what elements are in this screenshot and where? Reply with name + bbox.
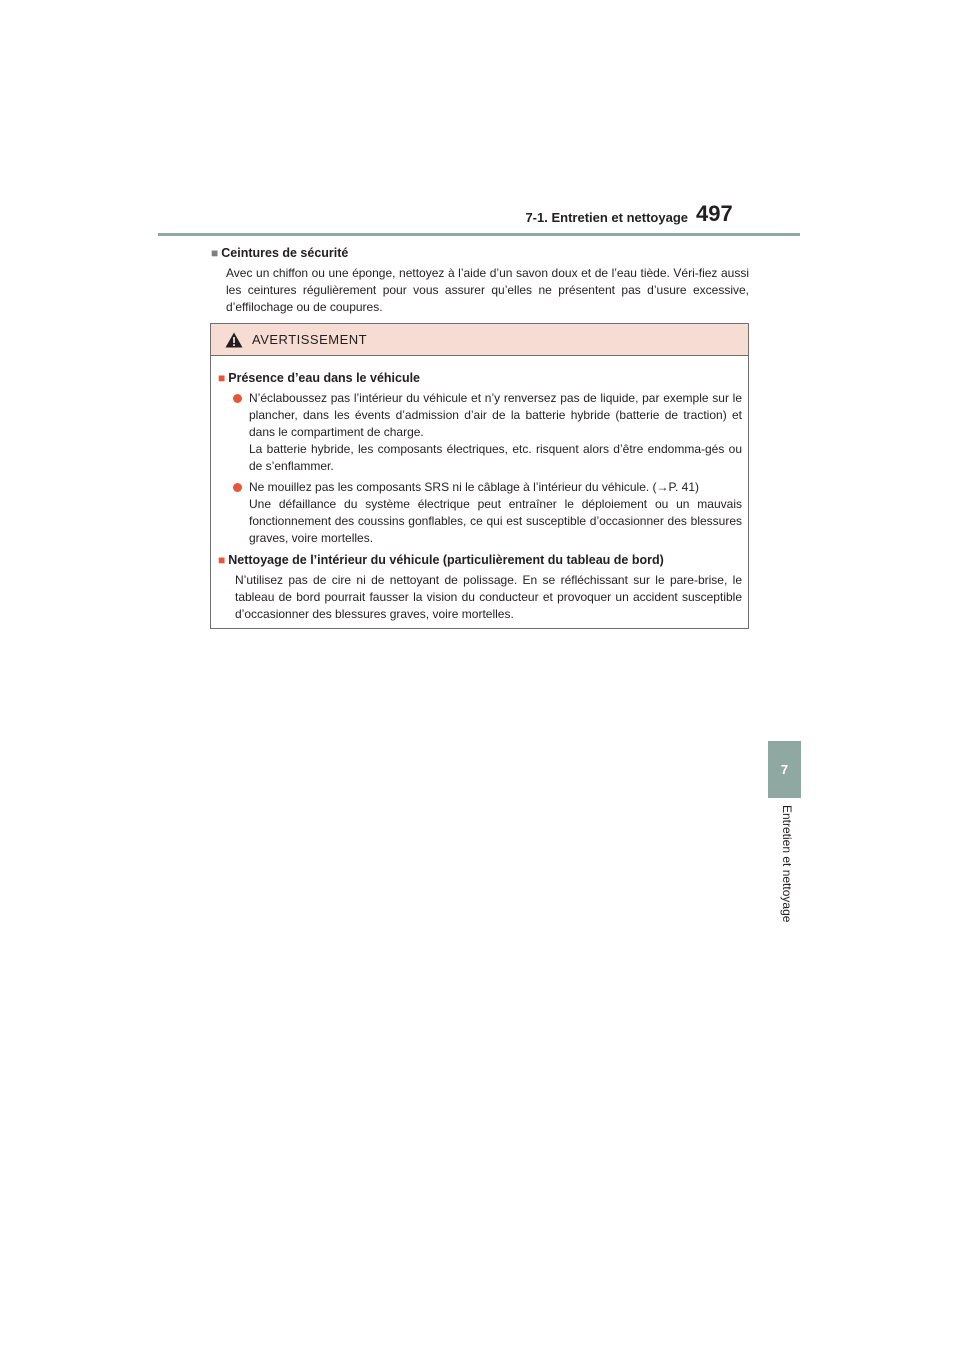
- seatbelt-section: [211, 244, 749, 316]
- warning-title: AVERTISSEMENT: [252, 332, 368, 347]
- warning-content: [211, 356, 748, 623]
- warning-bullet: [218, 390, 742, 475]
- warning-item-body: N’utilisez pas de cire ni de nettoyant de polissage. En se réfléchissant sur le pare-brise, le tableau de bord pourrait fausser la vision du conducteur et provoquer un accident susceptible d’occasionner des blessures graves, voire mortelles.: [235, 573, 742, 621]
- header-divider: [158, 233, 800, 236]
- square-bullet-icon: ■: [211, 246, 219, 260]
- page-number: 497: [696, 201, 733, 226]
- circle-bullet-icon: [233, 483, 242, 492]
- section-body: Avec un chiffon ou une éponge, nettoyez à l’aide d’un savon doux et de l’eau tiède. Véri-fiez aussi les ceintures régulièrement pour vous assurer qu’elles ne présentent pas d’usure excessive, d’effilochage ou de coupures.: [226, 266, 749, 314]
- bullet-consequence: Une défaillance du système électrique peut entraîner le déploiement ou un mauvais fonctionnement des coussins gonflables, ce qui est susceptible d’occasionner des blessures graves, voire mortelles.: [249, 497, 742, 545]
- chapter-tab-label: Entretien et nettoyage: [780, 805, 794, 923]
- bullet-consequence: La batterie hybride, les composants électriques, etc. risquent alors d’être endomma-gés ou de s’enflammer.: [249, 442, 742, 473]
- warning-item-heading: [218, 369, 742, 387]
- warning-item-heading-text: Présence d’eau dans le véhicule: [228, 371, 421, 385]
- chapter-header-title: 7-1. Entretien et nettoyage: [525, 210, 688, 225]
- circle-bullet-icon: [233, 394, 242, 403]
- warning-box: [210, 323, 749, 629]
- square-bullet-icon: ■: [218, 553, 226, 567]
- chapter-tab[interactable]: [768, 741, 801, 798]
- warning-triangle-icon: [225, 332, 243, 348]
- warning-item-heading: [218, 551, 742, 569]
- warning-header: [211, 324, 748, 356]
- warning-item-heading-text: Nettoyage de l’intérieur du véhicule (particulièrement du tableau de bord): [228, 553, 664, 567]
- bullet-text: N’éclaboussez pas l’intérieur du véhicule et n’y renversez pas de liquide, par exemple sur le plancher, dans les évents d’admission d’air de la batterie hybride (batterie de traction) et dans le compartiment de charge.: [249, 391, 742, 439]
- section-heading-text: Ceintures de sécurité: [221, 246, 349, 260]
- bullet-text: Ne mouillez pas les composants SRS ni le câblage à l’intérieur du véhicule. (→P. 41): [249, 480, 700, 494]
- section-heading: [211, 244, 749, 262]
- square-bullet-icon: ■: [218, 371, 226, 385]
- warning-bullet: [218, 479, 742, 547]
- chapter-number: 7: [780, 762, 789, 777]
